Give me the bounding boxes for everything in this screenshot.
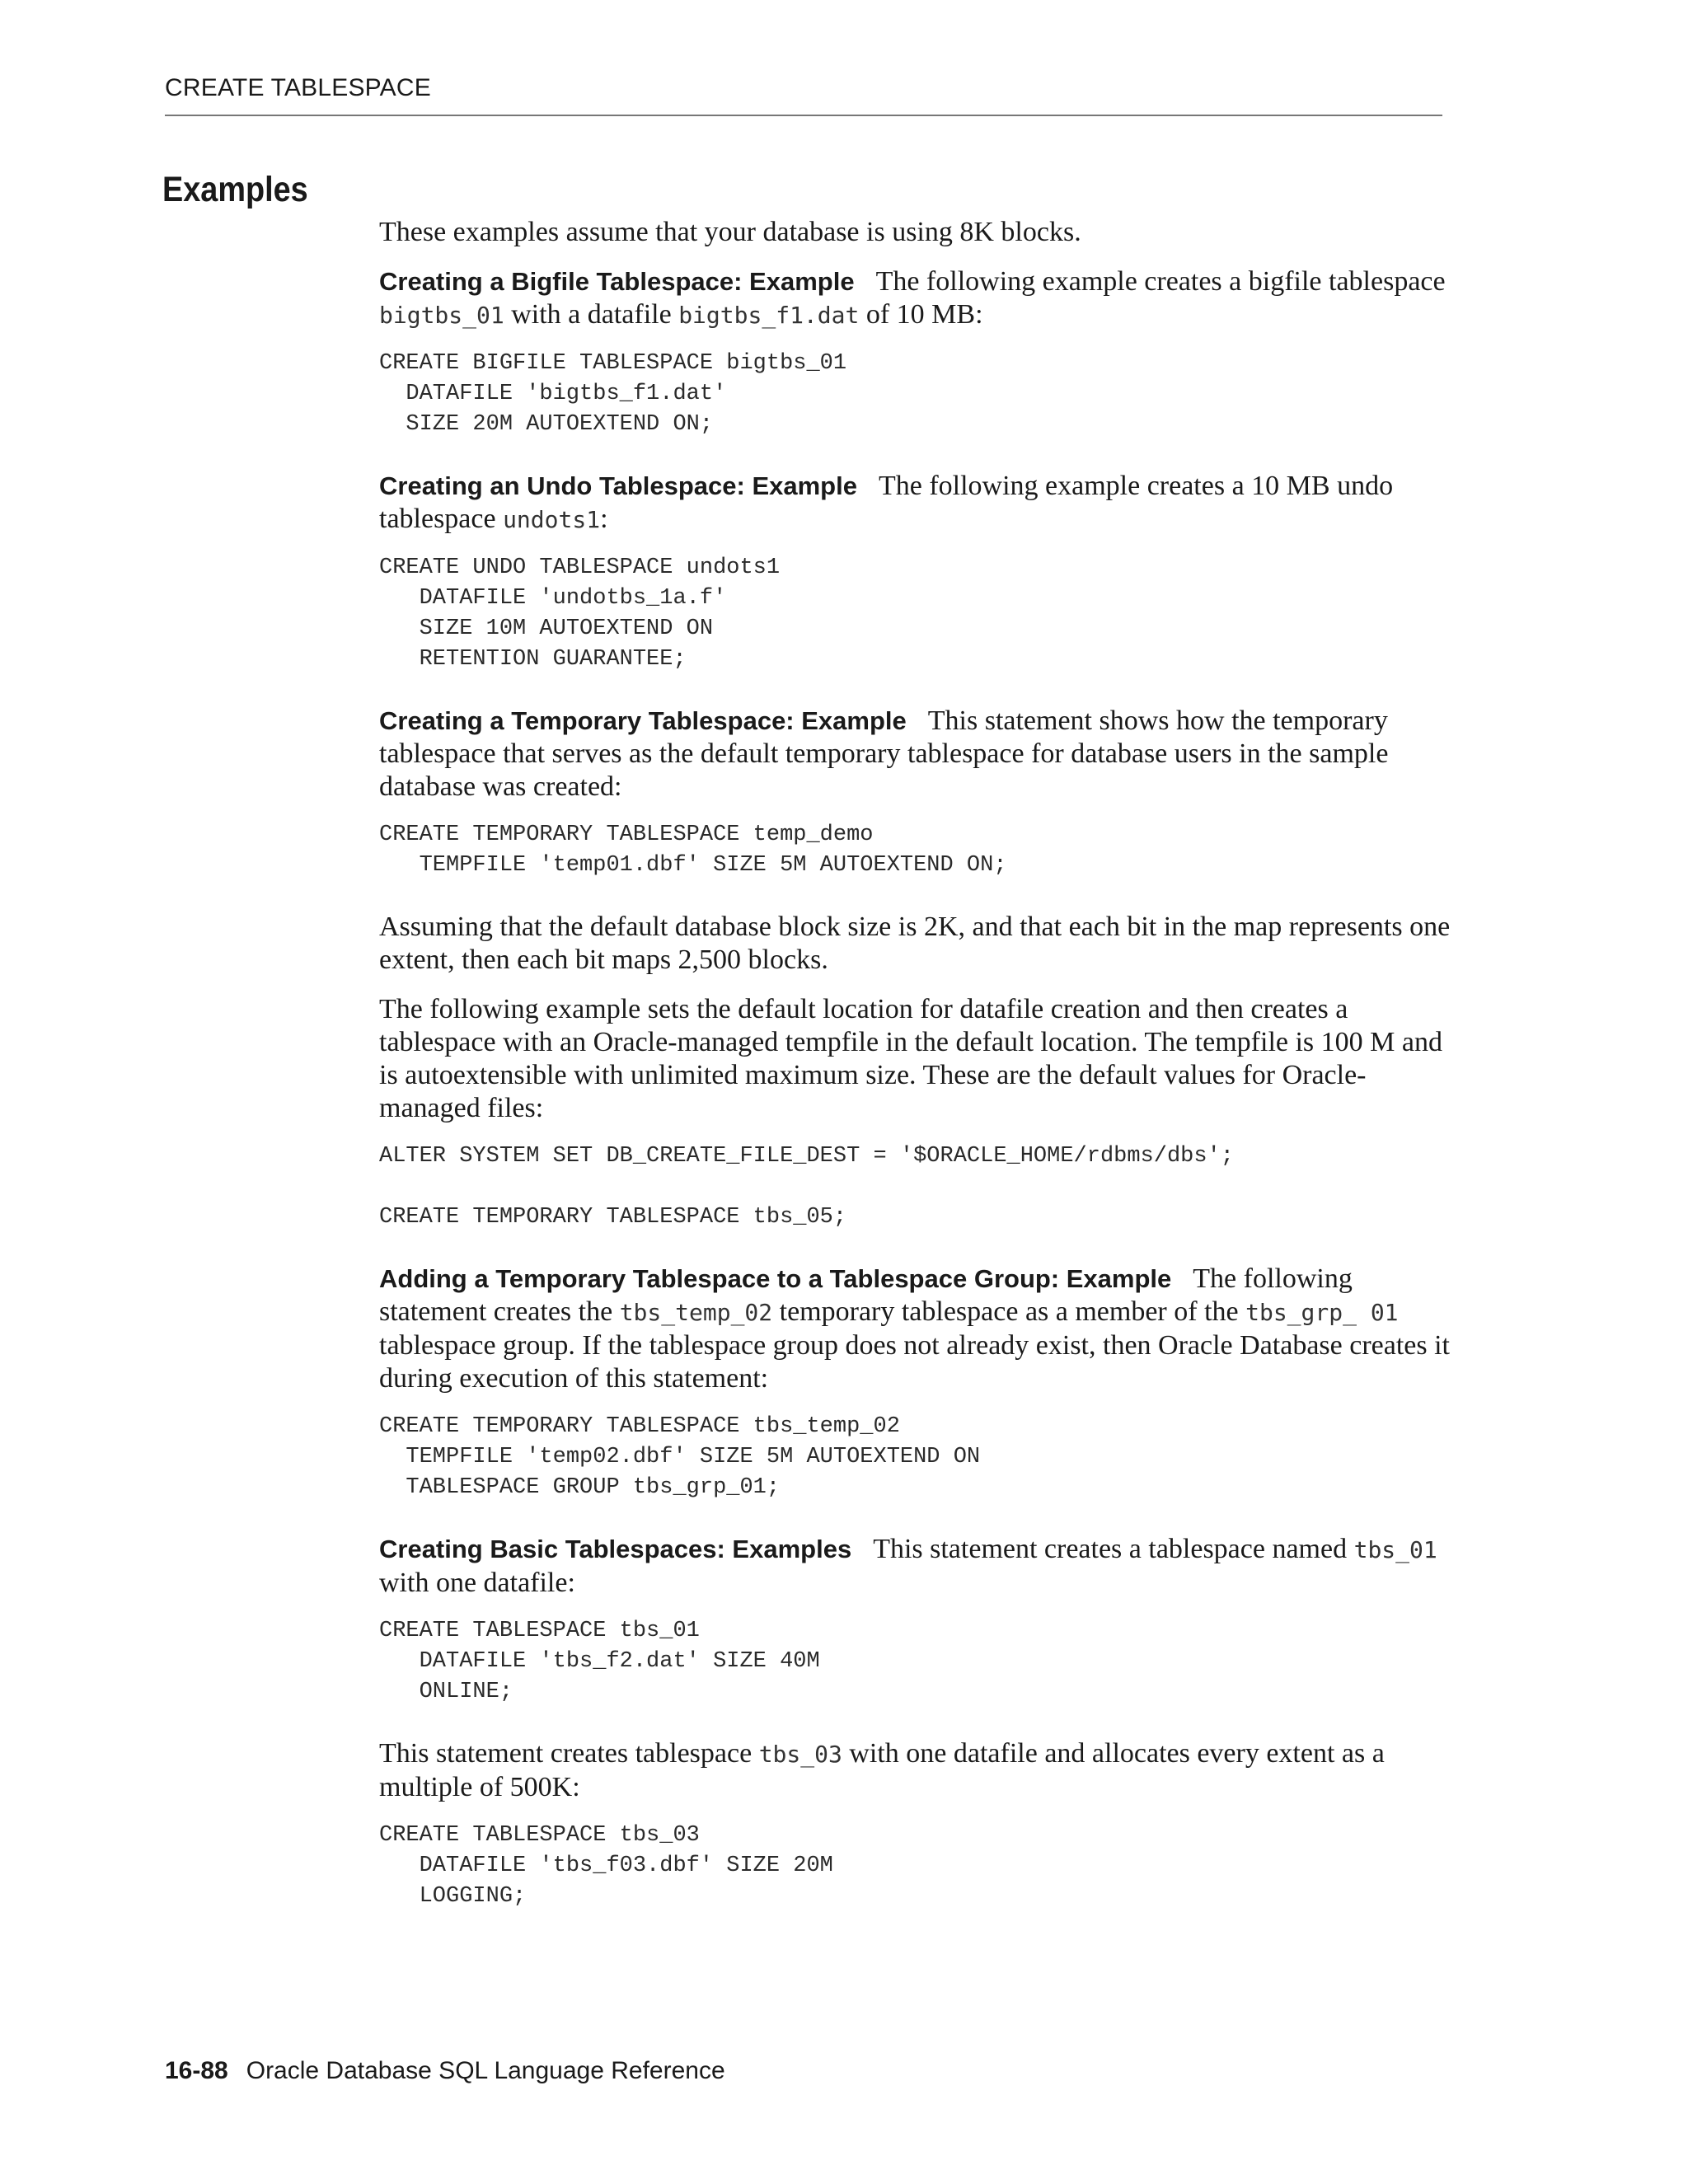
section-heading: Examples: [162, 170, 308, 209]
running-header: CREATE TABLESPACE: [165, 74, 431, 101]
basic-paragraph-2: [379, 1737, 1451, 1804]
undo-code-tablespace: undots1: [503, 506, 601, 533]
bigfile-text-1: The following example creates a bigfile tablespace: [875, 266, 1446, 297]
bigfile-code-block: CREATE BIGFILE TABLESPACE bigtbs_01 DATAFILE 'bigtbs_f1.dat' SIZE 20M AUTOEXTEND ON;: [379, 351, 847, 437]
bigfile-paragraph: [379, 265, 1451, 332]
undo-text-2: :: [600, 504, 608, 534]
group-code-group: tbs_grp_ 01: [1245, 1299, 1399, 1326]
basic-code-tablespace: tbs_01: [1353, 1536, 1437, 1563]
undo-code-block: CREATE UNDO TABLESPACE undots1 DATAFILE 'undotbs_1a.f' SIZE 10M AUTOEXTEND ON RETENTION GUARANTEE;: [379, 555, 781, 672]
page-footer: [165, 2057, 725, 2085]
group-code-block: CREATE TEMPORARY TABLESPACE tbs_temp_02 TEMPFILE 'temp02.dbf' SIZE 5M AUTOEXTEND ON TABLESPACE GROUP tbs_grp_01;: [379, 1414, 981, 1500]
omf-code-block: ALTER SYSTEM SET DB_CREATE_FILE_DEST = '$ORACLE_HOME/rdbms/dbs'; CREATE TEMPORARY TABLESPACE tbs_05;: [379, 1144, 1234, 1230]
undo-paragraph: [379, 470, 1451, 537]
group-example-title: Adding a Temporary Tablespace to a Tablespace Group: Example: [379, 1264, 1172, 1293]
bigfile-text-2: with a datafile: [504, 299, 679, 330]
book-title: Oracle Database SQL Language Reference: [246, 2057, 725, 2084]
group-paragraph: [379, 1263, 1451, 1395]
intro-paragraph: These examples assume that your database is using 8K blocks.: [379, 217, 1081, 247]
basic-text-1: This statement creates a tablespace named: [873, 1534, 1354, 1564]
group-text-2: temporary tablespace as a member of the: [772, 1296, 1246, 1327]
undo-text-1: The following example creates a 10 MB undo tablespace: [379, 471, 1394, 534]
omf-paragraph: The following example sets the default location for datafile creation and then creates a tablespace with an Oracle-managed tempfile in the default location. The tempfile is 100 M and is autoextensible with unlimited maximum size. These are the default values for Oracle-managed files:: [379, 994, 1442, 1123]
group-text-3: tablespace group. If the tablespace group does not already exist, then Oracle Database creates it during execution of this statement:: [379, 1330, 1450, 1394]
basic-text-2: with one datafile:: [379, 1568, 575, 1598]
bigfile-code-datafile: bigtbs_f1.dat: [678, 302, 860, 329]
group-code-tablespace: tbs_temp_02: [619, 1299, 773, 1326]
undo-example-title: Creating an Undo Tablespace: Example: [379, 471, 857, 500]
page-number: 16-88: [165, 2057, 228, 2084]
bigfile-text-3: of 10 MB:: [859, 299, 983, 330]
basic-code-block-1: CREATE TABLESPACE tbs_01 DATAFILE 'tbs_f2.dat' SIZE 40M ONLINE;: [379, 1619, 820, 1704]
bigfile-example-title: Creating a Bigfile Tablespace: Example: [379, 267, 855, 296]
temporary-code-block: CREATE TEMPORARY TABLESPACE temp_demo TEMPFILE 'temp01.dbf' SIZE 5M AUTOEXTEND ON;: [379, 823, 1007, 878]
bigfile-code-tablespace: bigtbs_01: [379, 302, 504, 329]
basic-paragraph: [379, 1533, 1451, 1600]
group-text-1: The following statement creates the: [379, 1263, 1353, 1327]
basic-p2-text-2: with one datafile and allocates every extent as a multiple of 500K:: [379, 1738, 1385, 1802]
block-size-paragraph: Assuming that the default database block size is 2K, and that each bit in the map represents one extent, then each bit maps 2,500 blocks.: [379, 912, 1451, 975]
temporary-text: This statement shows how the temporary tablespace that serves as the default temporary tablespace for database users in the sample database was created:: [379, 705, 1389, 802]
basic-code-block-2: CREATE TABLESPACE tbs_03 DATAFILE 'tbs_f03.dbf' SIZE 20M LOGGING;: [379, 1823, 833, 1909]
examples-content: [379, 216, 1451, 1942]
temporary-example-title: Creating a Temporary Tablespace: Example: [379, 706, 907, 735]
basic-p2-code-tablespace: tbs_03: [758, 1741, 842, 1768]
basic-example-title: Creating Basic Tablespaces: Examples: [379, 1535, 852, 1563]
header-rule: [165, 115, 1442, 116]
basic-p2-text-1: This statement creates tablespace: [379, 1738, 759, 1769]
temporary-paragraph: [379, 705, 1451, 804]
